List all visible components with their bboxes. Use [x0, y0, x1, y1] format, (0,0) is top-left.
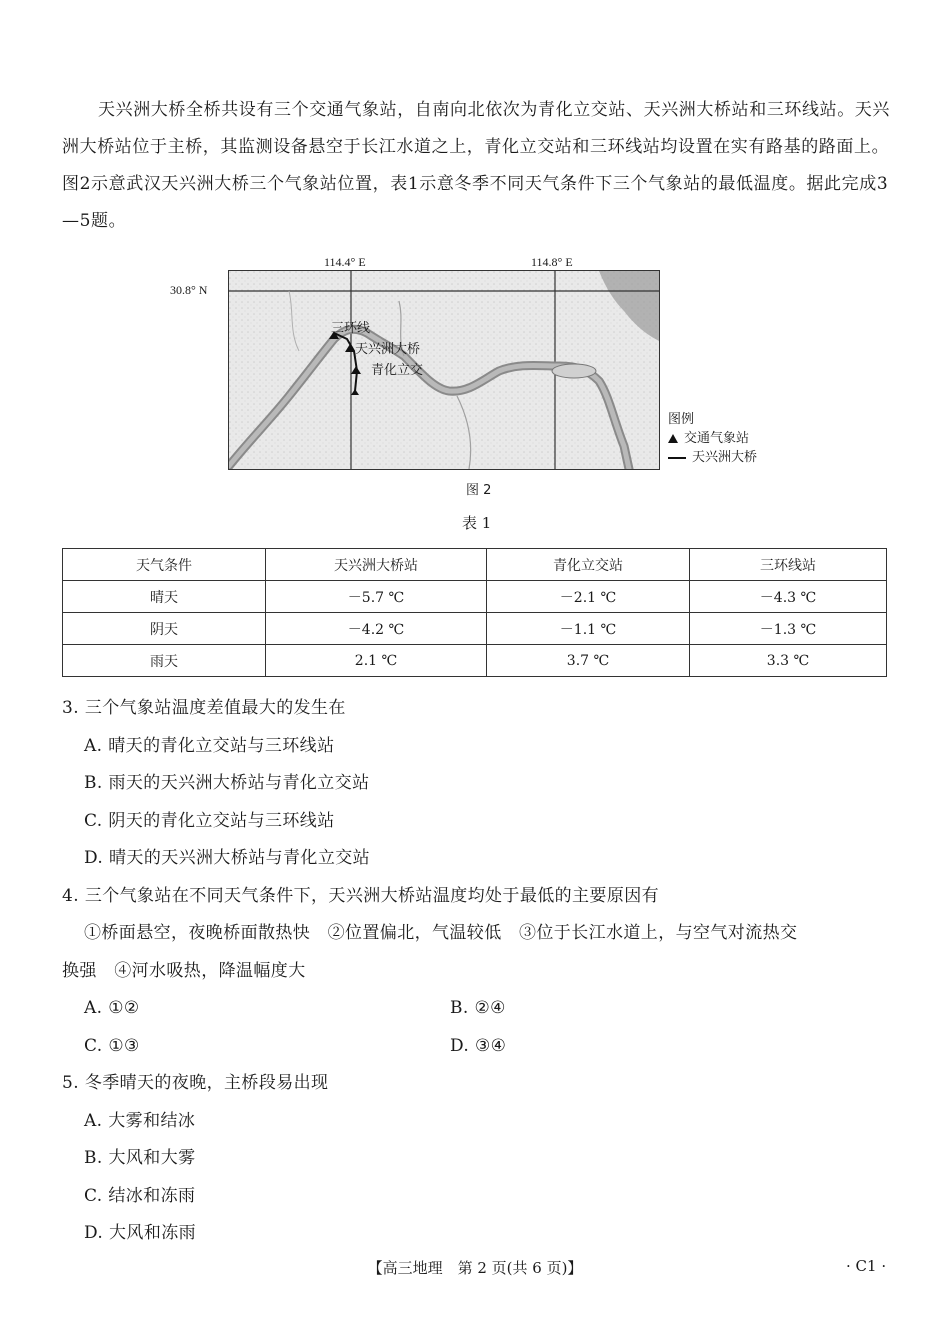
table-row — [63, 581, 887, 613]
table-cell: 3.7 ℃ — [487, 645, 690, 677]
table-caption: 表 1 — [462, 514, 492, 532]
table-header: 天气条件 — [63, 549, 266, 581]
map-graphic — [229, 271, 659, 469]
figure-2-map — [228, 270, 660, 470]
table-row — [63, 645, 887, 677]
table-cell: 3.3 ℃ — [690, 645, 887, 677]
question-3-option: A. 晴天的青化立交站与三环线站 — [84, 735, 335, 756]
question-3-option: D. 晴天的天兴洲大桥站与青化立交站 — [84, 848, 371, 868]
question-4-option: B. ②④ — [450, 998, 506, 1018]
page-footer: 【高三地理 第 2 页(共 6 页)】 — [367, 1259, 583, 1277]
table-header: 天兴洲大桥站 — [266, 549, 487, 581]
table-cell: 阴天 — [63, 613, 266, 645]
question-4-statements-cont: 换强 ④河水吸热，降温幅度大 — [62, 960, 306, 981]
question-3-option: C. 阴天的青化立交站与三环线站 — [84, 810, 335, 831]
legend-title: 图例 — [668, 412, 695, 427]
table-cell: －4.2 ℃ — [266, 613, 487, 645]
table-cell: 2.1 ℃ — [266, 645, 487, 677]
figure-caption: 图 2 — [466, 483, 492, 498]
table-cell: －2.1 ℃ — [487, 581, 690, 613]
question-5-option: C. 结冰和冻雨 — [84, 1185, 196, 1206]
question-4-statements: ①桥面悬空，夜晚桥面散热快 ②位置偏北，气温较低 ③位于长江水道上，与空气对流热交 — [84, 923, 798, 943]
table-header-row — [63, 549, 887, 581]
legend-bridge — [668, 448, 757, 467]
question-3-option: B. 雨天的天兴洲大桥站与青化立交站 — [84, 773, 370, 793]
question-4-option: A. ①② — [84, 998, 140, 1018]
question-4-title: 4. 三个气象站在不同天气条件下，天兴洲大桥站温度均处于最低的主要原因有 — [62, 885, 660, 906]
question-4-option: C. ①③ — [84, 1035, 140, 1056]
longitude-label-2: 114.8° E — [531, 255, 573, 269]
legend-station — [668, 429, 757, 448]
table-cell: －5.7 ℃ — [266, 581, 487, 613]
table-cell: 雨天 — [63, 645, 266, 677]
table-cell: －1.3 ℃ — [690, 613, 887, 645]
question-5-option: A. 大雾和结冰 — [84, 1110, 196, 1131]
question-5-title: 5. 冬季晴天的夜晚，主桥段易出现 — [62, 1073, 329, 1093]
table-header: 青化立交站 — [487, 549, 690, 581]
legend-bridge-label: 天兴洲大桥 — [692, 450, 758, 465]
map-legend — [668, 410, 757, 467]
label-qinghua: 青化立交 — [371, 363, 424, 378]
question-4-option: D. ③④ — [450, 1035, 507, 1056]
paper-code: · C1 · — [846, 1257, 887, 1275]
question-5-option: B. 大风和大雾 — [84, 1148, 196, 1168]
longitude-label-1: 114.4° E — [324, 255, 366, 269]
intro-paragraph: 天兴洲大桥全桥共设有三个交通气象站，自南向北依次为青化立交站、天兴洲大桥站和三环线站。天兴洲大桥站位于主桥，其监测设备悬空于长江水道之上，青化立交站和三环线站均设置在实有路基的路面上。图2示意武汉天兴洲大桥三个气象站位置，表1示意冬季不同天气条件下三个气象站的最低温度。据此完成3—5题。 — [62, 100, 890, 231]
temperature-table — [62, 548, 887, 677]
label-bridge: 天兴洲大桥 — [355, 342, 421, 357]
line-icon — [668, 457, 686, 459]
question-4-options-row — [84, 990, 892, 1028]
table-header: 三环线站 — [690, 549, 887, 581]
question-3-title: 3. 三个气象站温度差值最大的发生在 — [62, 698, 346, 718]
question-4-options-row — [84, 1028, 892, 1066]
triangle-icon — [668, 434, 678, 443]
table-cell: －4.3 ℃ — [690, 581, 887, 613]
latitude-label: 30.8° N — [170, 283, 208, 297]
question-5-option: D. 大风和冻雨 — [84, 1223, 197, 1243]
label-sanhuan: 三环线 — [331, 321, 371, 336]
questions — [62, 690, 892, 1253]
table-cell: 晴天 — [63, 581, 266, 613]
legend-station-label: 交通气象站 — [684, 431, 750, 446]
table-row — [63, 613, 887, 645]
table-cell: －1.1 ℃ — [487, 613, 690, 645]
